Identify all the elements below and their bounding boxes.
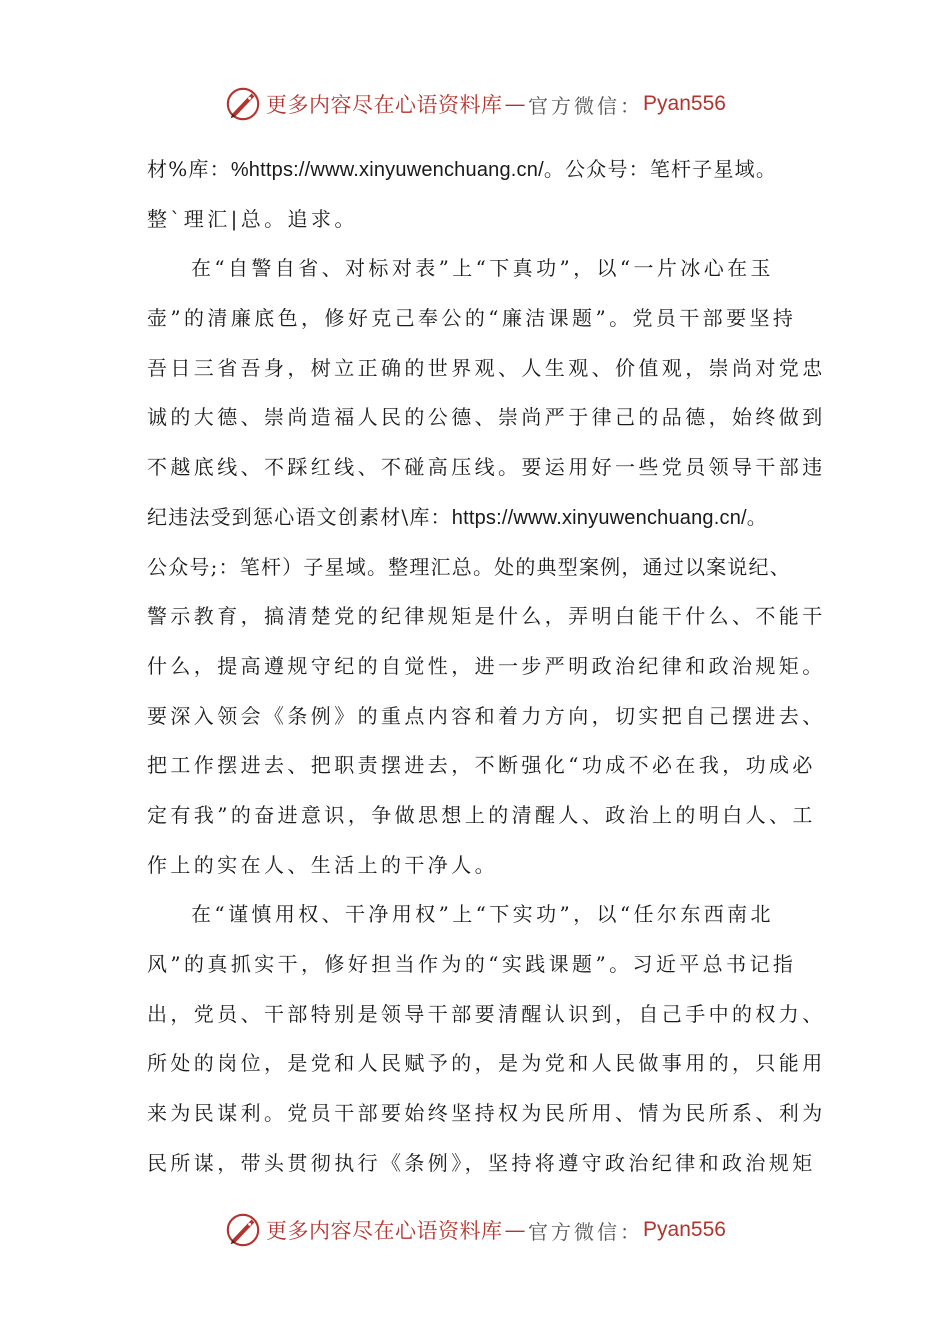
banner-dash: —	[504, 1218, 527, 1242]
text-line: 壶”的清廉底色，修好克己奉公的“廉洁课题”。党员干部要坚持	[147, 306, 797, 331]
text-line: 警示教育，搞清楚党的纪律规矩是什么，弄明白能干什么、不能干	[147, 604, 826, 629]
footer-banner	[0, 1208, 950, 1252]
text-line: 吾日三省吾身，树立正确的世界观、人生观、价值观，崇尚对党忠	[147, 355, 826, 380]
text-line: 所处的岗位，是党和人民赋予的，是为党和人民做事用的，只能用	[147, 1051, 826, 1076]
pen-logo-icon	[224, 1211, 262, 1249]
text-line: 来为民谋利。党员干部要始终坚持权为民所用、情为民所系、利为	[147, 1101, 826, 1126]
website-url[interactable]: https://www.xinyuwenchuang.cn/	[451, 506, 747, 529]
text-line: 要深入领会《条例》的重点内容和着力方向，切实把自己摆进去、	[147, 703, 826, 728]
text-line: 公众号;：笔杆）子星域。整理汇总。处的典型案例，通过以案说纪、	[147, 554, 791, 579]
header-banner	[0, 82, 950, 126]
text-line: 出，党员、干部特别是领导干部要清醒认识到，自己手中的权力、	[147, 1001, 826, 1026]
banner-title: 更多内容尽在心语资料库	[266, 93, 503, 117]
document-body	[147, 145, 826, 1188]
banner-wechat-label: 官方微信：	[528, 1219, 644, 1244]
banner-title: 更多内容尽在心语资料库	[266, 1219, 503, 1243]
text-line: 民所谋，带头贯彻执行《条例》，坚持将遵守政治纪律和政治规矩	[147, 1150, 816, 1175]
paragraph-start-line: 在“自警自省、对标对表”上“下真功”，以“一片冰心在玉	[191, 256, 774, 281]
banner-wechat-id: Pyan556	[643, 1218, 726, 1241]
text-line: 定有我”的奋进意识，争做思想上的清醒人、政治上的明白人、工	[147, 802, 816, 827]
text-line: 不越底线、不踩红线、不碰高压线。要运用好一些党员领导干部违	[147, 455, 826, 480]
text-line: 整`理汇|总。追求。	[147, 206, 358, 231]
banner-dash: —	[504, 92, 527, 116]
website-url[interactable]: %https://www.xinyuwenchuang.cn/	[230, 159, 544, 181]
text-line: 材%库：%https://www.xinyuwenchuang.cn/。公众号：笔杆子星域。	[147, 157, 778, 181]
text-line: 纪违法受到惩心语文创素材\库：https://www.xinyuwenchuang.cn/。	[147, 504, 768, 529]
banner-wechat-label: 官方微信：	[528, 93, 644, 118]
text-line: 什么，提高遵规守纪的自觉性，进一步严明政治纪律和政治规矩。	[147, 653, 826, 678]
text-line: 诚的大德、崇尚造福人民的公德、崇尚严于律己的品德，始终做到	[147, 405, 826, 430]
banner-wechat-id: Pyan556	[643, 92, 726, 115]
text-line: 作上的实在人、生活上的干净人。	[147, 852, 498, 877]
pen-logo-icon	[224, 85, 262, 123]
paragraph-start-line: 在“谨慎用权、干净用权”上“下实功”，以“任尔东西南北	[191, 902, 774, 927]
text-line: 风”的真抓实干，修好担当作为的“实践课题”。习近平总书记指	[147, 952, 797, 976]
text-line: 把工作摆进去、把职责摆进去，不断强化“功成不必在我，功成必	[147, 753, 816, 778]
